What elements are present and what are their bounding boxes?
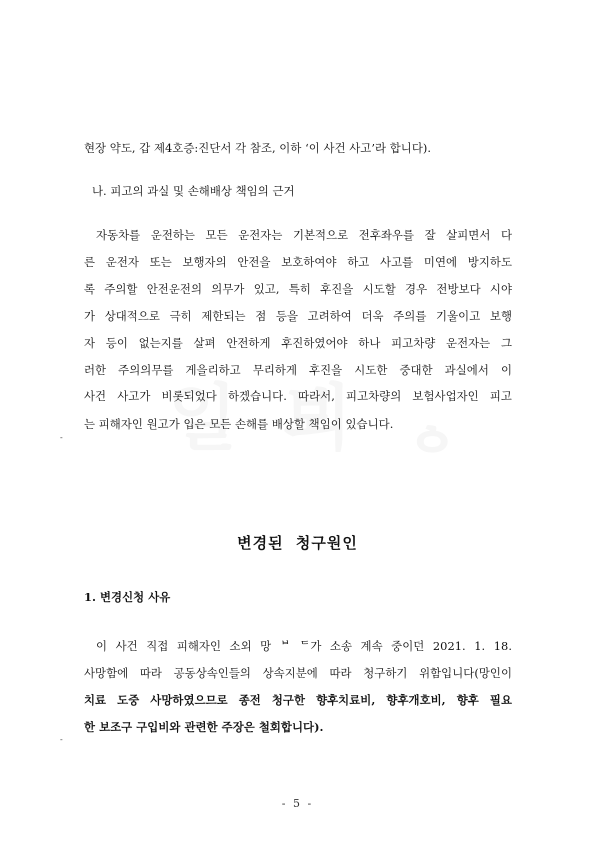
paragraph-line-last: 는 피해자인 원고가 입은 모든 손해를 배상할 책임이 있습니다. bbox=[84, 417, 394, 431]
paragraph-line: 러한 주의의무를 게을리하고 무리하게 후진을 시도한 중대한 과실에서 이 bbox=[84, 363, 512, 377]
reason-line-bold: 치료 도중 사망하였으므로 종전 청구한 향후치료비, 향후개호비, 향후 필요 bbox=[84, 693, 512, 707]
margin-mark: - bbox=[60, 735, 63, 744]
paragraph-line: 른 운전자 또는 보행자의 안전을 보호하여야 하고 사고를 미연에 방지하도 bbox=[84, 255, 512, 269]
page-title: 변경된 청구원인 bbox=[237, 534, 358, 552]
section-heading-na: 나. 피고의 과실 및 손해배상 책임의 근거 bbox=[92, 184, 295, 198]
section-heading-1: 1. 변경신청 사유 bbox=[84, 590, 171, 604]
reason-line: 이 사건 직접 피해자인 소외 망 ᄇ ᄃ가 소송 계속 중이던 2021. 1. 18. bbox=[96, 639, 512, 653]
reason-line-bold-last: 한 보조구 구입비와 관련한 주장은 철회합니다). bbox=[84, 720, 324, 734]
reason-line: 사망함에 따라 공동상속인들의 상속지분에 따라 청구하기 위함입니다(망인이 bbox=[84, 666, 512, 680]
paragraph-line: 자 등이 없는지를 살펴 안전하게 후진하였어야 하나 피고차량 운전자는 그 bbox=[84, 336, 512, 350]
paragraph-line: 가 상대적으로 극히 제한되는 점 등을 고려하여 더욱 주의를 기울이고 보행 bbox=[84, 309, 512, 323]
paragraph-line: 사건 사고가 비롯되었다 하겠습니다. 따라서, 피고차량의 보험사업자인 피고 bbox=[84, 389, 512, 403]
text-line-1: 현장 약도, 갑 제4호증:진단서 각 참조, 이하 ‘이 사건 사고’라 합니다). bbox=[84, 141, 432, 155]
paragraph-line: 록 주의할 안전운전의 의무가 있고, 특히 후진을 시도할 경우 전방보다 시야 bbox=[84, 282, 512, 296]
page-number: - 5 - bbox=[281, 797, 314, 810]
margin-mark: - bbox=[60, 433, 63, 442]
paragraph-line: 자동차를 운전하는 모든 운전자는 기본적으로 전후좌우를 잘 살피면서 다 bbox=[96, 228, 512, 242]
